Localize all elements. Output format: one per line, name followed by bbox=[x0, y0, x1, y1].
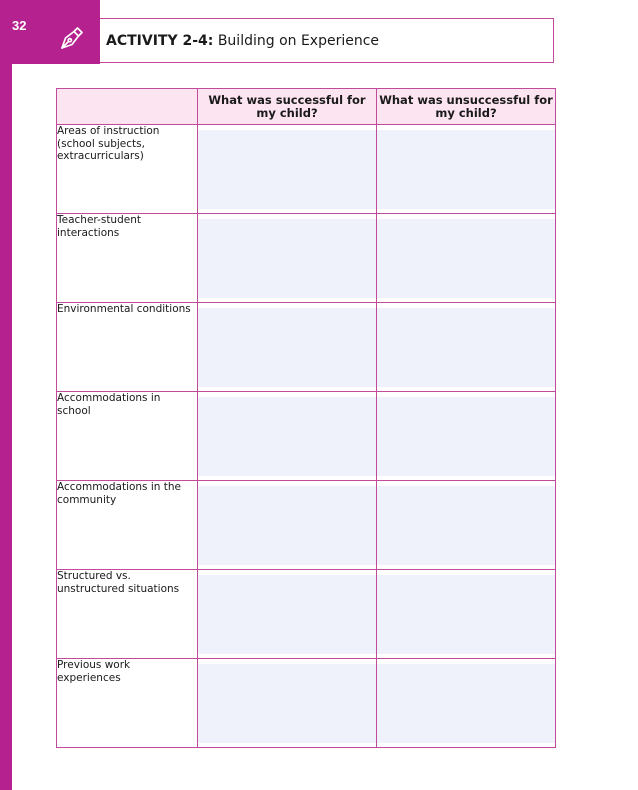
answer-cell-successful[interactable] bbox=[198, 481, 377, 570]
table-row bbox=[57, 570, 556, 659]
answer-cell-successful[interactable] bbox=[198, 303, 377, 392]
answer-field[interactable] bbox=[377, 219, 555, 298]
answer-cell-successful[interactable] bbox=[198, 214, 377, 303]
pen-nib-icon bbox=[57, 23, 87, 53]
answer-field[interactable] bbox=[377, 664, 555, 743]
row-label-teacher-student-interactions: Teacher-student interactions bbox=[57, 214, 198, 303]
column-header-successful: What was successful for my child? bbox=[198, 89, 377, 125]
row-label-structured-vs-unstructured: Structured vs. unstructured situations bbox=[57, 570, 198, 659]
side-accent-bar bbox=[0, 0, 12, 790]
table-row bbox=[57, 214, 556, 303]
answer-field[interactable] bbox=[198, 397, 376, 476]
table-row bbox=[57, 125, 556, 214]
answer-field[interactable] bbox=[198, 130, 376, 209]
activity-title bbox=[106, 32, 379, 50]
answer-cell-successful[interactable] bbox=[198, 392, 377, 481]
answer-field[interactable] bbox=[377, 575, 555, 654]
table-corner-header bbox=[57, 89, 198, 125]
answer-cell-successful[interactable] bbox=[198, 659, 377, 748]
row-label-areas-of-instruction: Areas of instruction (school subjects, extracurriculars) bbox=[57, 125, 198, 214]
answer-cell-successful[interactable] bbox=[198, 570, 377, 659]
page-number: 32 bbox=[12, 18, 27, 33]
activity-title-box bbox=[100, 18, 554, 63]
answer-field[interactable] bbox=[377, 397, 555, 476]
answer-cell-unsuccessful[interactable] bbox=[377, 481, 556, 570]
answer-cell-unsuccessful[interactable] bbox=[377, 659, 556, 748]
table-row bbox=[57, 659, 556, 748]
row-label-environmental-conditions: Environmental conditions bbox=[57, 303, 198, 392]
answer-cell-unsuccessful[interactable] bbox=[377, 570, 556, 659]
header-corner-block bbox=[0, 0, 100, 64]
table-row bbox=[57, 303, 556, 392]
answer-field[interactable] bbox=[377, 486, 555, 565]
answer-field[interactable] bbox=[198, 664, 376, 743]
row-label-accommodations-in-community: Accommodations in the community bbox=[57, 481, 198, 570]
activity-name: Building on Experience bbox=[217, 33, 380, 49]
answer-field[interactable] bbox=[198, 308, 376, 387]
answer-field[interactable] bbox=[198, 486, 376, 565]
table-row bbox=[57, 392, 556, 481]
answer-field[interactable] bbox=[198, 575, 376, 654]
answer-cell-unsuccessful[interactable] bbox=[377, 214, 556, 303]
answer-field[interactable] bbox=[377, 130, 555, 209]
row-label-accommodations-in-school: Accommodations in school bbox=[57, 392, 198, 481]
activity-label: ACTIVITY 2-4: bbox=[106, 33, 214, 49]
answer-cell-unsuccessful[interactable] bbox=[377, 392, 556, 481]
answer-cell-unsuccessful[interactable] bbox=[377, 303, 556, 392]
column-header-unsuccessful: What was unsuccessful for my child? bbox=[377, 89, 556, 125]
row-label-previous-work-experiences: Previous work experiences bbox=[57, 659, 198, 748]
answer-field[interactable] bbox=[198, 219, 376, 298]
table-row bbox=[57, 481, 556, 570]
experience-table bbox=[56, 88, 556, 748]
answer-field[interactable] bbox=[377, 308, 555, 387]
answer-cell-successful[interactable] bbox=[198, 125, 377, 214]
answer-cell-unsuccessful[interactable] bbox=[377, 125, 556, 214]
table-header-row bbox=[57, 89, 556, 125]
